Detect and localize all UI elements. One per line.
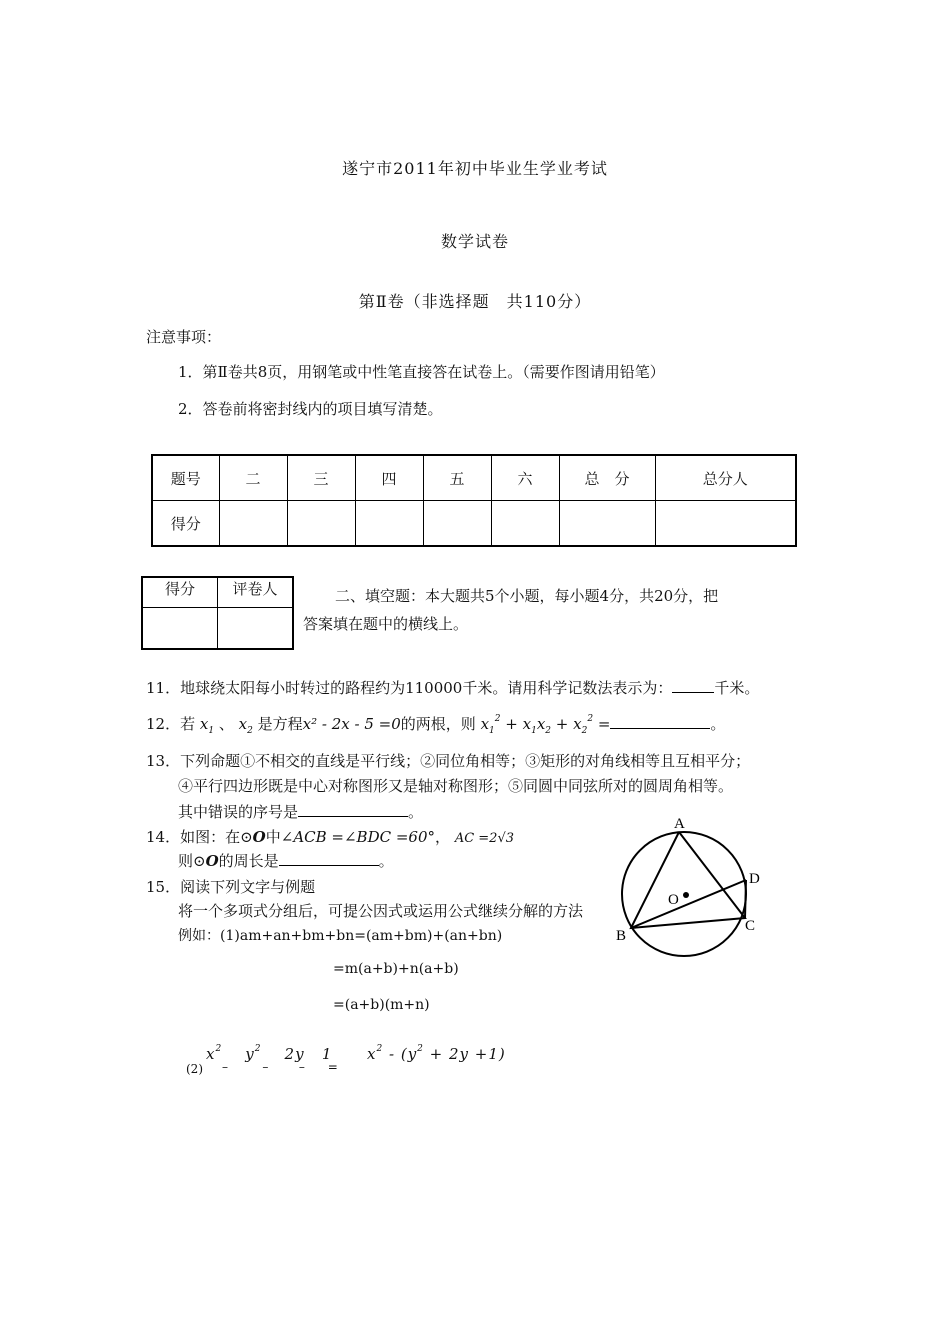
score-cell[interactable] (655, 501, 796, 547)
score-header-label: 题号 (152, 455, 219, 501)
q12-num: 12．若 (146, 715, 196, 733)
grader-header-reviewer: 评卷人 (218, 577, 294, 607)
score-cell[interactable] (355, 501, 423, 547)
q11-tail: 千米。 (714, 679, 760, 697)
q15-example-4-operators: – – – = (222, 1060, 338, 1074)
q14-answer-blank[interactable] (279, 851, 379, 866)
section-title: 第Ⅱ卷（非选择题 共110分） (358, 292, 592, 311)
question-12 (146, 713, 725, 736)
score-cell[interactable] (219, 501, 287, 547)
q14-line-2: 则⊙O的周长是 。 (178, 852, 394, 870)
part2-instructions-2: 答案填在题中的横线上。 (303, 615, 469, 633)
q12-x2: $x_2$ (238, 715, 253, 736)
q15-line-1: 15．阅读下列文字与例题 (146, 878, 316, 896)
q15-example-2: =m(a+b)+n(a+b) (333, 961, 459, 977)
score-header-5: 五 (423, 455, 491, 501)
q12-x1: $x_1$ (199, 715, 215, 736)
q15-line-2: 将一个多项式分组后，可提公因式或运用公式继续分解的方法 (178, 902, 584, 920)
score-table (151, 454, 797, 547)
grader-score-cell[interactable] (142, 607, 218, 649)
triangle-abc (631, 832, 745, 928)
score-header-scorer: 总分人 (655, 455, 796, 501)
q14-angle: ∠ACB =∠BDC =60° (280, 828, 436, 846)
segment-dc (745, 880, 746, 918)
score-cell[interactable] (559, 501, 655, 547)
q15-example-4-label: (2) (186, 1062, 203, 1076)
q11-answer-blank[interactable] (672, 678, 714, 693)
label-a: A (674, 816, 685, 832)
question-11 (146, 677, 759, 698)
label-o: O (668, 892, 679, 908)
q13-line-2: ④平行四边形既是中心对称图形又是轴对称图形；⑤同圆中同弦所对的圆周角相等。 (178, 777, 734, 795)
q14-line-1: 14．如图：在⊙O中∠ACB =∠BDC =60°， AC =2√3 (146, 828, 514, 846)
q12-mid: 是方程 (257, 715, 303, 733)
circle-figure (606, 806, 776, 966)
score-header-4: 四 (355, 455, 423, 501)
score-header-2: 二 (219, 455, 287, 501)
score-cell[interactable] (287, 501, 355, 547)
q11-text: 11．地球绕太阳每小时转过的路程约为110000千米。请用科学记数法表示为： (146, 679, 673, 697)
score-row-label: 得分 (152, 501, 219, 547)
notes-heading: 注意事项： (146, 328, 222, 346)
q12-expression: $x_1^2 + x_1x_2 + x_2^2$ = (480, 714, 611, 736)
exam-subject: 数学试卷 (440, 232, 509, 251)
label-b: B (616, 928, 627, 944)
score-cell[interactable] (423, 501, 491, 547)
notes-item-1: 1．第Ⅱ卷共8页，用钢笔或中性笔直接答在试卷上。（需要作图请用铅笔） (178, 363, 665, 381)
score-cell[interactable] (491, 501, 559, 547)
grader-table (141, 576, 294, 650)
score-header-total: 总 分 (559, 455, 655, 501)
q15-example-1: 例如：(1)am+an+bm+bn=(am+bm)+(an+bn) (178, 928, 503, 944)
q12-equation: x² - 2x - 5 =0 (302, 715, 401, 733)
score-header-3: 三 (287, 455, 355, 501)
exam-title: 遂宁市2011年初中毕业生学业考试 (342, 159, 608, 178)
q12-sep: 、 (218, 715, 234, 733)
notes-item-2: 2．答卷前将密封线内的项目填写清楚。 (178, 400, 443, 418)
q13-line-1: 13．下列命题①不相交的直线是平行线；②同位角相等；③矩形的对角线相等且互相平分； (146, 752, 751, 770)
score-header-6: 六 (491, 455, 559, 501)
q13-line-3: 其中错误的序号是 。 (178, 803, 424, 821)
q12-tail: 。 (710, 715, 726, 733)
part2-instructions-1: 二、填空题：本大题共5个小题，每小题4分，共20分，把 (335, 587, 719, 605)
q15-example-expr: am+an+bm+bn=(am+bm)+(an+bn) (239, 928, 503, 944)
q15-example-3: =(a+b)(m+n) (333, 997, 430, 1013)
q14-ac: AC =2√3 (454, 831, 514, 846)
q13-answer-blank[interactable] (298, 802, 408, 817)
q15-example-4-expr: $x^2$ $y^2$ 2y 1 $x^2 - (y^2 + 2y +1)$ (206, 1044, 506, 1063)
grader-reviewer-cell[interactable] (218, 607, 294, 649)
q12-mid2: 的两根，则 (400, 715, 476, 733)
label-d: D (749, 871, 760, 887)
q12-answer-blank[interactable] (610, 714, 710, 729)
segment-bd (631, 880, 746, 928)
grader-header-score: 得分 (142, 577, 218, 607)
label-c: C (745, 918, 756, 934)
center-point (683, 892, 689, 898)
